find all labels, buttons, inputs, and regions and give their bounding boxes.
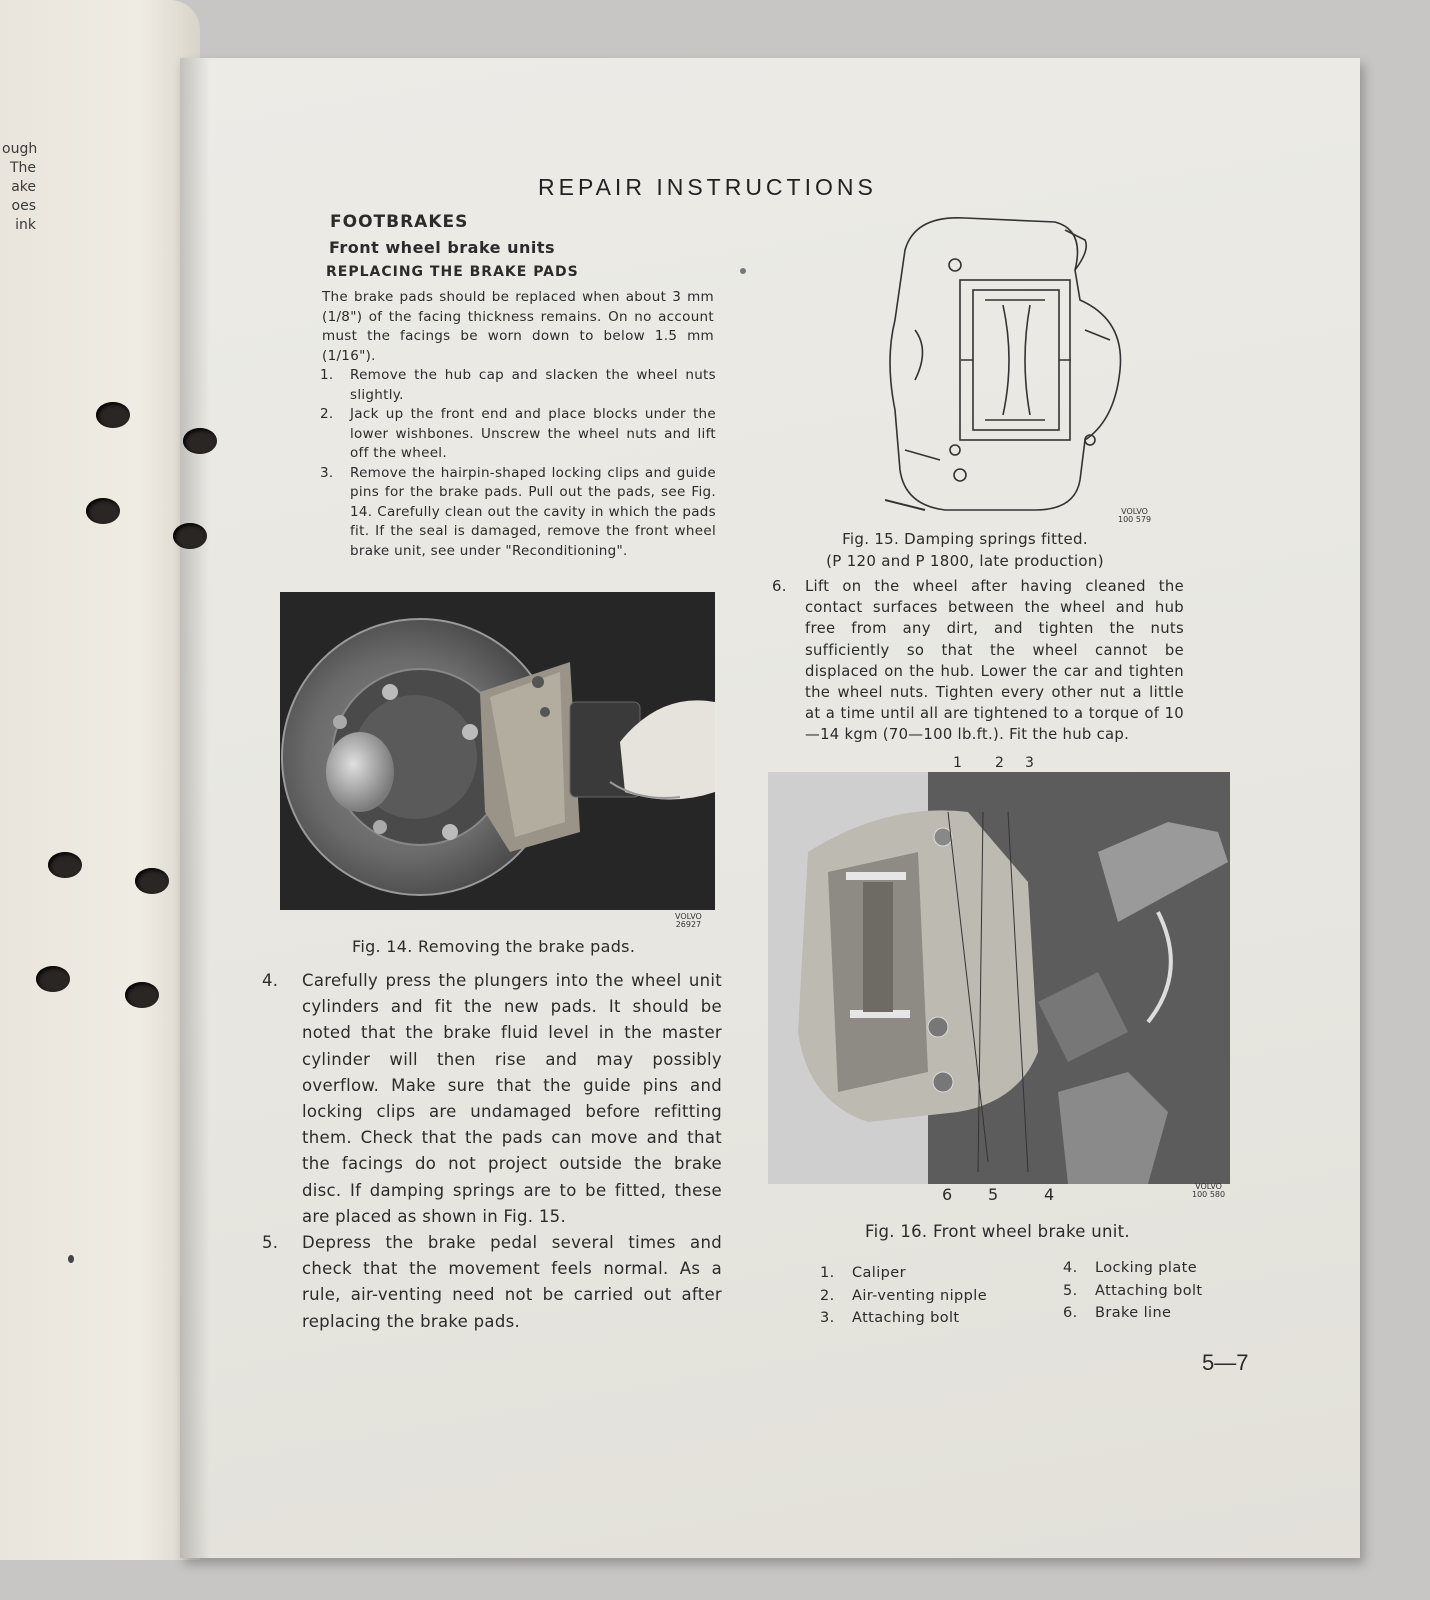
fig16-callout-number: 2 <box>995 755 1004 771</box>
legend-item <box>1063 1280 1203 1303</box>
legend-label: Attaching bolt <box>852 1310 960 1326</box>
fig16-callout-number: 1 <box>953 755 962 771</box>
step-text: Depress the brake pedal several times and check that the movement feels normal. As a rule, air-venting need not be carried out after replacing the brake pads. <box>302 1233 722 1331</box>
fig14-photo <box>280 592 715 910</box>
fig16-caption: Fig. 16. Front wheel brake unit. <box>865 1222 1130 1241</box>
fig16-legend-left <box>820 1262 987 1330</box>
step-item <box>772 576 1184 746</box>
section-subtitle: Front wheel brake units <box>329 238 556 257</box>
left-text-line: oes <box>11 198 36 214</box>
step-item <box>320 464 716 562</box>
legend-number: 3. <box>820 1310 835 1326</box>
fig16-callout-number: 5 <box>988 1185 999 1204</box>
punch-hole <box>36 966 70 992</box>
step-item <box>320 366 716 405</box>
left-page <box>0 0 200 1560</box>
legend-label: Attaching bolt <box>1095 1282 1203 1299</box>
step-text: Remove the hub cap and slacken the wheel nuts slightly. <box>350 367 716 403</box>
legend-number: 5. <box>1063 1282 1078 1299</box>
legend-label: Air-venting nipple <box>852 1287 988 1304</box>
intro-paragraph: The brake pads should be replaced when about 3 mm (1/8") of the facing thickness remains. On no account must the facings be worn down to below 1.5 mm (1/16"). <box>322 289 714 364</box>
volvo-brand: VOLVO <box>1195 1182 1222 1191</box>
legend-label: Locking plate <box>1095 1260 1198 1276</box>
step-number: 3. <box>320 464 334 481</box>
fig16-callout-number: 6 <box>942 1185 953 1204</box>
legend-number: 4. <box>1063 1260 1078 1276</box>
volvo-brand: VOLVO <box>1121 507 1148 516</box>
fig15-caption <box>800 528 1130 572</box>
legend-number: 1. <box>820 1265 835 1281</box>
step-number: 4. <box>262 971 279 990</box>
fig-code: 100 579 <box>1118 515 1152 524</box>
paper-speck <box>740 268 746 274</box>
legend-label: Brake line <box>1095 1305 1172 1321</box>
step-item <box>262 968 722 1230</box>
legend-number: 6. <box>1063 1305 1078 1321</box>
steps-list-a <box>320 366 716 561</box>
fig15-drawing <box>885 210 1160 522</box>
step-number: 6. <box>772 578 787 595</box>
punch-hole <box>125 982 159 1008</box>
left-text-line: ough <box>2 141 38 157</box>
legend-item <box>820 1285 987 1308</box>
legend-item <box>820 1307 987 1330</box>
legend-label: Caliper <box>852 1265 906 1281</box>
fig15-caption-line: Fig. 15. Damping springs fitted. <box>842 530 1088 548</box>
fig15-volvo-tag <box>1118 508 1151 524</box>
left-text-line: ake <box>11 179 36 195</box>
left-page-text <box>2 140 36 235</box>
step-text: Remove the hairpin-shaped locking clips and guide pins for the brake pads. Pull out the pads, see Fig. 14. Carefully clean out the cavity in which the pads fit. If the seal is damaged, remove the front wheel brake unit, see under "Reconditioning". <box>350 464 716 559</box>
left-text-line: The <box>9 160 36 176</box>
punch-hole <box>173 523 207 549</box>
punch-hole <box>48 852 82 878</box>
punch-hole <box>96 402 130 428</box>
legend-item <box>820 1262 987 1285</box>
fig-code: 100 580 <box>1192 1190 1226 1199</box>
step-item <box>262 1230 722 1335</box>
section-title: FOOTBRAKES <box>330 212 469 232</box>
page-number: 5—7 <box>1202 1350 1249 1375</box>
step-text: Carefully press the plungers into the wheel unit cylinders and fit the new pads. It should be noted that the brake fluid level in the master cylinder will then rise and may possibly overflow. Make sure that the guide pins and locking clips are undamaged before refitting them. Check that the pads can move and that the facings do not project outside the brake disc. If damping springs are to be fitted, these are placed as shown in Fig. 15. <box>302 971 722 1226</box>
step-number: 2. <box>320 406 334 422</box>
legend-item <box>1063 1257 1203 1280</box>
page-header: REPAIR INSTRUCTIONS <box>538 174 877 200</box>
fig14-volvo-tag <box>675 913 702 929</box>
paper-speck <box>68 1255 74 1263</box>
step-text: Lift on the wheel after having cleaned the contact surfaces between the wheel and hub free from any dirt, and tighten the nuts sufficiently so that the wheel cannot be displaced on the hub. Lower the car and tighten the wheel nuts. Tighten every other nut a little at a time until all are tightened to a torque of 10—14 kgm (70—100 lb.ft.). Fit the hub cap. <box>805 578 1184 744</box>
fig16-legend-right <box>1063 1257 1203 1325</box>
fig16-callout-number: 3 <box>1025 755 1034 771</box>
fig16-photo <box>768 772 1230 1184</box>
section-heading: REPLACING THE BRAKE PADS <box>326 264 579 280</box>
fig-code: 26927 <box>675 920 702 929</box>
step-number: 1. <box>320 367 334 383</box>
punch-hole <box>183 428 217 454</box>
punch-hole <box>86 498 120 524</box>
fig15-caption-line: (P 120 and P 1800, late production) <box>826 552 1104 570</box>
fig14-caption: Fig. 14. Removing the brake pads. <box>352 937 636 956</box>
punch-hole <box>135 868 169 894</box>
step-number: 5. <box>262 1233 279 1253</box>
left-text-line: ink <box>15 217 36 233</box>
step-six <box>772 576 1184 746</box>
fig16-volvo-tag <box>1192 1183 1225 1199</box>
step-text: Jack up the front end and place blocks under the lower wishbones. Unscrew the wheel nuts and lift off the wheel. <box>350 406 716 461</box>
volvo-brand: VOLVO <box>675 912 702 921</box>
step-item <box>320 405 716 464</box>
steps-list-b <box>262 968 722 1335</box>
legend-item <box>1063 1302 1203 1325</box>
fig16-callout-number: 4 <box>1044 1185 1055 1204</box>
legend-number: 2. <box>820 1287 835 1304</box>
